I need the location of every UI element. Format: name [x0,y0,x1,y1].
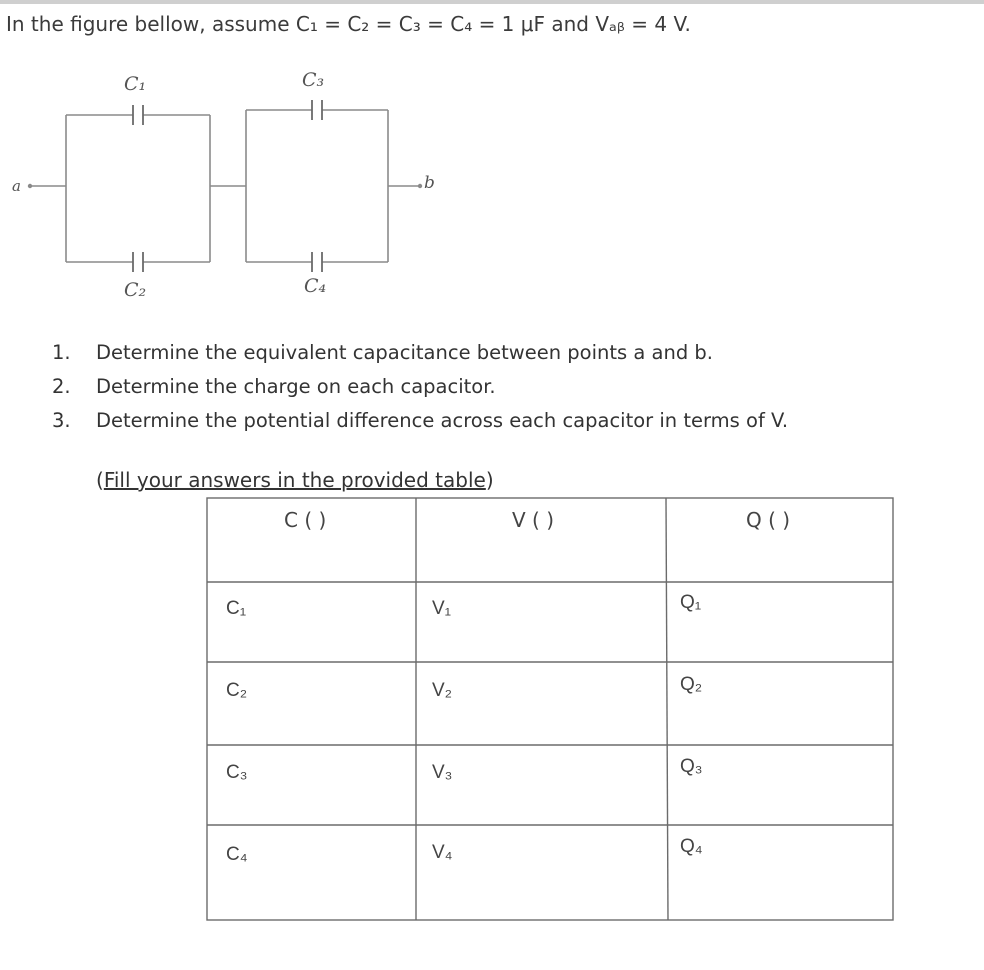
cell-q4: Q₄ [680,836,703,857]
question-list [52,336,788,438]
question-item: 2. Determine the charge on each capacitor. [52,375,496,398]
question-item: 3. Determine the potential difference across each capacitor in terms of V. [52,409,789,432]
label-c3: C₃ [302,69,325,91]
cell-c1: C₁ [226,598,247,619]
problem-statement: In the figure bellow, assume C₁ = C₂ = C₃ = C₄ = 1 μF and Vₐᵦ = 4 V. [6,12,691,36]
capacitor-c1-symbol [133,105,143,125]
cell-c4: C₄ [226,844,248,865]
label-c1: C₁ [124,73,147,95]
label-c4: C₄ [304,275,327,297]
cell-q2: Q₂ [680,674,703,695]
answer-table [206,497,894,921]
fill-instruction: (Fill your answers in the provided table) [96,468,494,492]
label-b: b [424,173,435,193]
cell-q1: Q₁ [680,592,702,613]
header-charge: Q ( ) [746,508,791,532]
cell-v3: V₃ [432,762,453,783]
capacitor-c2-symbol [133,252,143,272]
cell-q3: Q₃ [680,756,703,777]
question-item: 1. Determine the equivalent capacitance between points a and b. [52,341,713,364]
cell-c2: C₂ [226,680,248,701]
header-capacitance: C ( ) [284,508,327,532]
cell-v4: V₄ [432,842,453,863]
capacitor-c4-symbol [312,252,322,272]
header-voltage: V ( ) [512,508,555,532]
terminal-b-dot [418,184,422,188]
label-a: a [12,177,21,195]
cell-v1: V₁ [432,598,452,619]
cell-c3: C₃ [226,762,248,783]
capacitor-c3-symbol [312,100,322,120]
cell-v2: V₂ [432,680,453,701]
terminal-a-dot [28,184,32,188]
top-border [0,0,984,4]
label-c2: C₂ [124,279,147,301]
capacitor-circuit-diagram [0,60,470,310]
